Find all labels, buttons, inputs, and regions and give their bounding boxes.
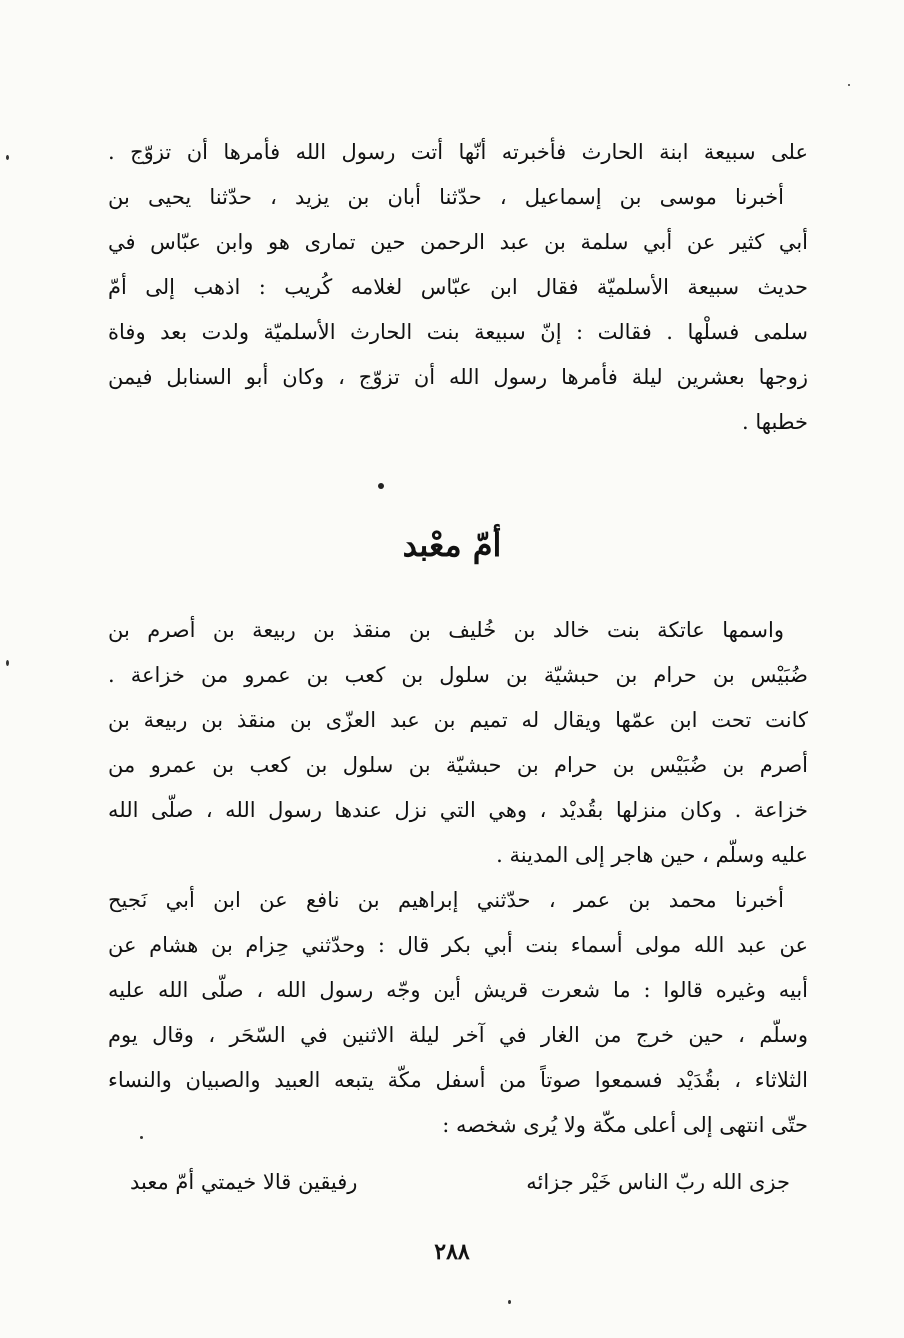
scan-speck [508, 1300, 511, 1304]
text-line: على سبيعة ابنة الحارث فأخبرته أنّها أتت رسول الله فأمرها أن تزوّج . [108, 140, 808, 164]
text-line: واسمها عاتكة بنت خالد بن خُليف بن منقذ بن ربيعة بن أصرم بن [108, 618, 784, 642]
scan-speck [6, 660, 9, 666]
paragraph-block-main [108, 608, 808, 1148]
verse-first-hemistich: جزى الله ربّ الناس خَيْر جزائه [526, 1170, 790, 1194]
page-number: ٢٨٨ [434, 1239, 470, 1265]
text-line: أصرم بن ضُبَيْس بن حرام بن حبشيّة بن سلول بن كعب بن عمرو من [108, 753, 808, 777]
text-line: خطبها . [742, 410, 808, 434]
text-line: سلمى فسلْها . فقالت : إنّ سبيعة بنت الحارث الأسلميّة ولدت بعد وفاة [108, 320, 808, 344]
text-line: ضُبَيْس بن حرام بن حبشيّة بن سلول بن كعب بن عمرو من خزاعة . [108, 663, 808, 687]
text-line: أبيه وغيره قالوا : ما شعرت قريش أين وجّه رسول الله ، صلّى الله عليه [108, 978, 808, 1002]
paragraph-block-top [108, 130, 808, 445]
text-line: زوجها بعشرين ليلة فأمرها رسول الله أن تزوّج ، وكان أبو السنابل فيمن [108, 365, 808, 389]
text-line: كانت تحت ابن عمّها ويقال له تميم بن عبد العزّى بن منقذ بن ربيعة بن [108, 708, 808, 732]
scan-speck [140, 1136, 143, 1139]
text-line: وسلّم ، حين خرج من الغار في آخر ليلة الاثنين في السّحَر ، وقال يوم [108, 1023, 808, 1047]
section-heading: أمّ معْبد [402, 526, 502, 564]
text-line: عليه وسلّم ، حين هاجر إلى المدينة . [496, 843, 808, 867]
text-line: أبي كثير عن أبي سلمة بن عبد الرحمن حين تمارى هو وابن عبّاس في [108, 230, 808, 254]
text-line: حتّى انتهى إلى أعلى مكّة ولا يُرى شخصه : [442, 1113, 808, 1137]
text-line: خزاعة . وكان منزلها بقُديْد ، وهي التي نزل عندها رسول الله ، صلّى الله [108, 798, 808, 822]
scan-speck [6, 155, 9, 160]
scan-speck [848, 84, 850, 86]
text-line: أخبرنا محمد بن عمر ، حدّثني إبراهيم بن نافع عن ابن أبي نَجيح [108, 888, 784, 912]
text-line: الثلاثاء ، بقُدَيْد فسمعوا صوتاً من أسفل مكّة يتبعه العبيد والصبيان والنساء [108, 1068, 808, 1092]
verse-second-hemistich: رفيقين قالا خيمتي أمّ معبد [130, 1170, 358, 1194]
text-line: حديث سبيعة الأسلميّة فقال ابن عبّاس لغلامه كُريب : اذهب إلى أمّ [108, 275, 808, 299]
ornament-dot [378, 483, 384, 489]
text-line: عن عبد الله مولى أسماء بنت أبي بكر قال : وحدّثني حِزام بن هشام عن [108, 933, 808, 957]
text-line: أخبرنا موسى بن إسماعيل ، حدّثنا أبان بن يزيد ، حدّثنا يحيى بن [108, 185, 784, 209]
